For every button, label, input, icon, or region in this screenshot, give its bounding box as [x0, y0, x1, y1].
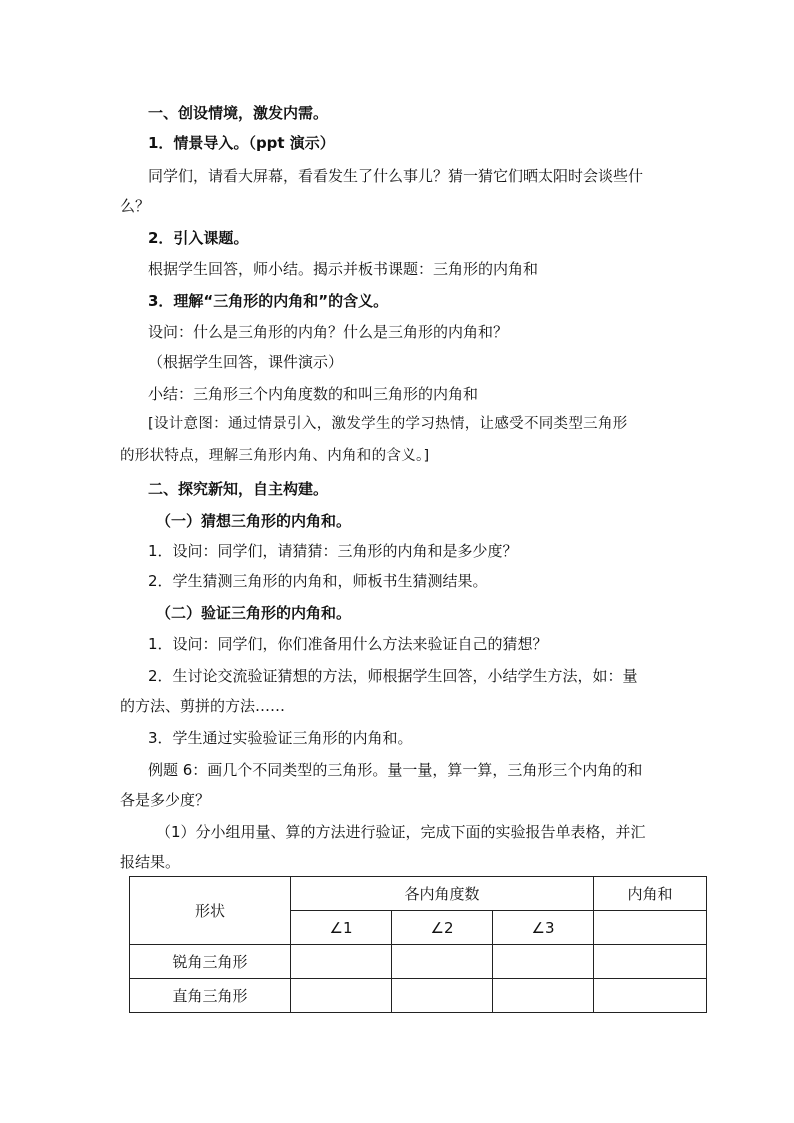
header-angle-3: ∠3	[493, 911, 594, 945]
paragraph-line: 设问：什么是三角形的内角？什么是三角形的内角和？	[148, 323, 509, 341]
header-shape: 形状	[130, 877, 291, 945]
experiment-report-table	[129, 876, 707, 1013]
design-intent-line: 的形状特点，理解三角形内角、内角和的含义。]	[120, 448, 430, 464]
section-heading-1: 一、创设情境，激发内需。	[148, 104, 329, 122]
paragraph-line: 2．生讨论交流验证猜想的方法，师根据学生回答，小结学生方法，如：量	[148, 667, 638, 685]
header-angle-1: ∠1	[291, 911, 392, 945]
paragraph-line: 2．学生猜测三角形的内角和，师板书生猜测结果。	[148, 572, 488, 590]
paragraph-line: 1．设问：同学们，请猜猜：三角形的内角和是多少度？	[148, 542, 518, 560]
paragraph-line: （1）分小组用量、算的方法进行验证，完成下面的实验报告单表格，并汇	[156, 823, 646, 841]
section-heading-2: 二、探究新知，自主构建。	[148, 480, 329, 498]
empty-cell[interactable]	[291, 945, 392, 979]
example-line: 各是多少度？	[120, 791, 211, 809]
empty-cell[interactable]	[594, 945, 707, 979]
subheading-verify: （二）验证三角形的内角和。	[156, 604, 352, 622]
subheading-meaning: 3．理解“三角形的内角和”的含义。	[148, 292, 389, 310]
header-angle-2: ∠2	[392, 911, 493, 945]
paragraph-line: 报结果。	[120, 853, 181, 871]
shape-label-acute: 锐角三角形	[130, 945, 291, 979]
empty-cell[interactable]	[594, 911, 707, 945]
paragraph-line: 么？	[120, 197, 151, 215]
empty-cell[interactable]	[594, 979, 707, 1013]
table-row	[130, 979, 707, 1013]
subheading-scene-intro: 1．情景导入。（ppt 演示）	[148, 134, 335, 152]
header-angle-degrees: 各内角度数	[291, 877, 594, 911]
shape-label-right: 直角三角形	[130, 979, 291, 1013]
example-line: 例题 6：画几个不同类型的三角形。量一量，算一算，三角形三个内角的和	[148, 761, 643, 779]
paragraph-line: 小结：三角形三个内角度数的和叫三角形的内角和	[148, 385, 479, 403]
table-row	[130, 945, 707, 979]
empty-cell[interactable]	[392, 979, 493, 1013]
empty-cell[interactable]	[291, 979, 392, 1013]
subheading-topic: 2．引入课题。	[148, 229, 249, 247]
paragraph-line: 1．设问：同学们，你们准备用什么方法来验证自己的猜想？	[148, 635, 548, 653]
header-angle-sum: 内角和	[594, 877, 707, 911]
paragraph-line: 的方法、剪拼的方法……	[120, 697, 286, 715]
empty-cell[interactable]	[392, 945, 493, 979]
design-intent-line: [设计意图：通过情景引入，激发学生的学习热情，让感受不同类型三角形	[148, 416, 628, 432]
empty-cell[interactable]	[493, 979, 594, 1013]
paragraph-line: （根据学生回答，课件演示）	[148, 353, 344, 371]
table-header-row	[130, 877, 707, 911]
empty-cell[interactable]	[493, 945, 594, 979]
paragraph-line: 3．学生通过实验验证三角形的内角和。	[148, 729, 413, 747]
subheading-guess: （一）猜想三角形的内角和。	[156, 512, 352, 530]
paragraph-line: 根据学生回答，师小结。揭示并板书课题：三角形的内角和	[148, 260, 539, 278]
paragraph-line: 同学们，请看大屏幕，看看发生了什么事儿？猜一猜它们晒太阳时会谈些什	[148, 167, 644, 185]
